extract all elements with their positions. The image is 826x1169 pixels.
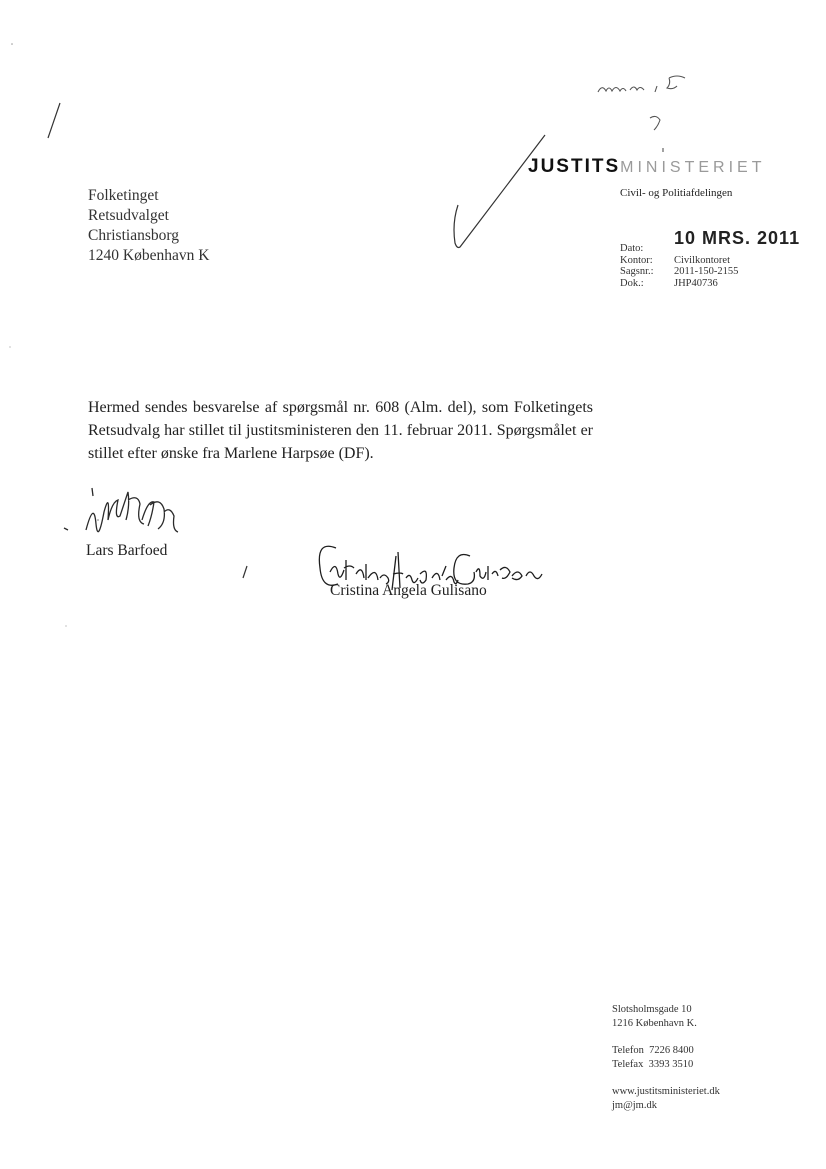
handwritten-note — [598, 76, 685, 152]
date-stamp: 10 MRS. 2011 — [674, 228, 801, 248]
footer-fax-row — [612, 1058, 720, 1072]
footer-email: jm@jm.dk — [612, 1099, 657, 1111]
signatory-name-1: Lars Barfoed — [86, 542, 168, 559]
footer-contact — [612, 1003, 720, 1112]
office-value: Civilkontoret — [674, 254, 730, 266]
doc-row — [620, 278, 800, 290]
footer-city: 1216 København K. — [612, 1017, 697, 1029]
doc-value: JHP40736 — [674, 277, 718, 289]
footer-fax: 3393 3510 — [648, 1058, 694, 1070]
recipient-line-1: Folketinget — [88, 187, 159, 204]
footer-phone-row — [612, 1044, 720, 1058]
office-row — [620, 255, 800, 267]
footer-street: Slotsholmsgade 10 — [612, 1004, 692, 1015]
signatory-name-2: Cristina Angela Gulisano — [330, 582, 487, 599]
signature-lars-barfoed — [64, 488, 178, 532]
slash-mark-mid — [243, 566, 247, 578]
body-paragraph: Hermed sendes besvarelse af spørgsmål nr. 608 (Alm. del), som Folketingets Retsudvalg har stillet til justitsministeren den 11. februar 2011. Spørgsmålet er stillet efter ønske fra Marlene Harpsøe (DF). — [88, 399, 593, 462]
date-label: Dato: — [620, 243, 644, 254]
footer-phone-label: Telefon — [612, 1045, 644, 1056]
reference-block — [620, 228, 801, 289]
case-label: Sagsnr.: — [620, 266, 654, 277]
recipient-address — [88, 186, 209, 266]
logo-bold-text: JUSTITS — [528, 156, 621, 177]
footer-fax-label: Telefax — [612, 1058, 644, 1070]
ministry-logo — [528, 156, 765, 178]
doc-label: Dok.: — [620, 277, 644, 289]
scan-specks — [9, 43, 99, 626]
office-label: Kontor: — [620, 254, 653, 266]
case-row — [620, 266, 800, 278]
recipient-line-4: 1240 København K — [88, 247, 210, 264]
footer-website: www.justitsministeriet.dk — [612, 1086, 720, 1097]
recipient-line-3: Christiansborg — [88, 227, 179, 244]
check-mark — [454, 135, 545, 248]
date-row — [620, 228, 801, 255]
footer-phone: 7226 8400 — [649, 1045, 694, 1056]
slash-mark-left — [48, 103, 60, 138]
case-value: 2011-150-2155 — [674, 266, 739, 277]
department-name: Civil- og Politiafdelingen — [620, 187, 733, 199]
logo-light-text: MINISTERIET — [620, 159, 766, 176]
recipient-line-2: Retsudvalget — [88, 207, 169, 224]
